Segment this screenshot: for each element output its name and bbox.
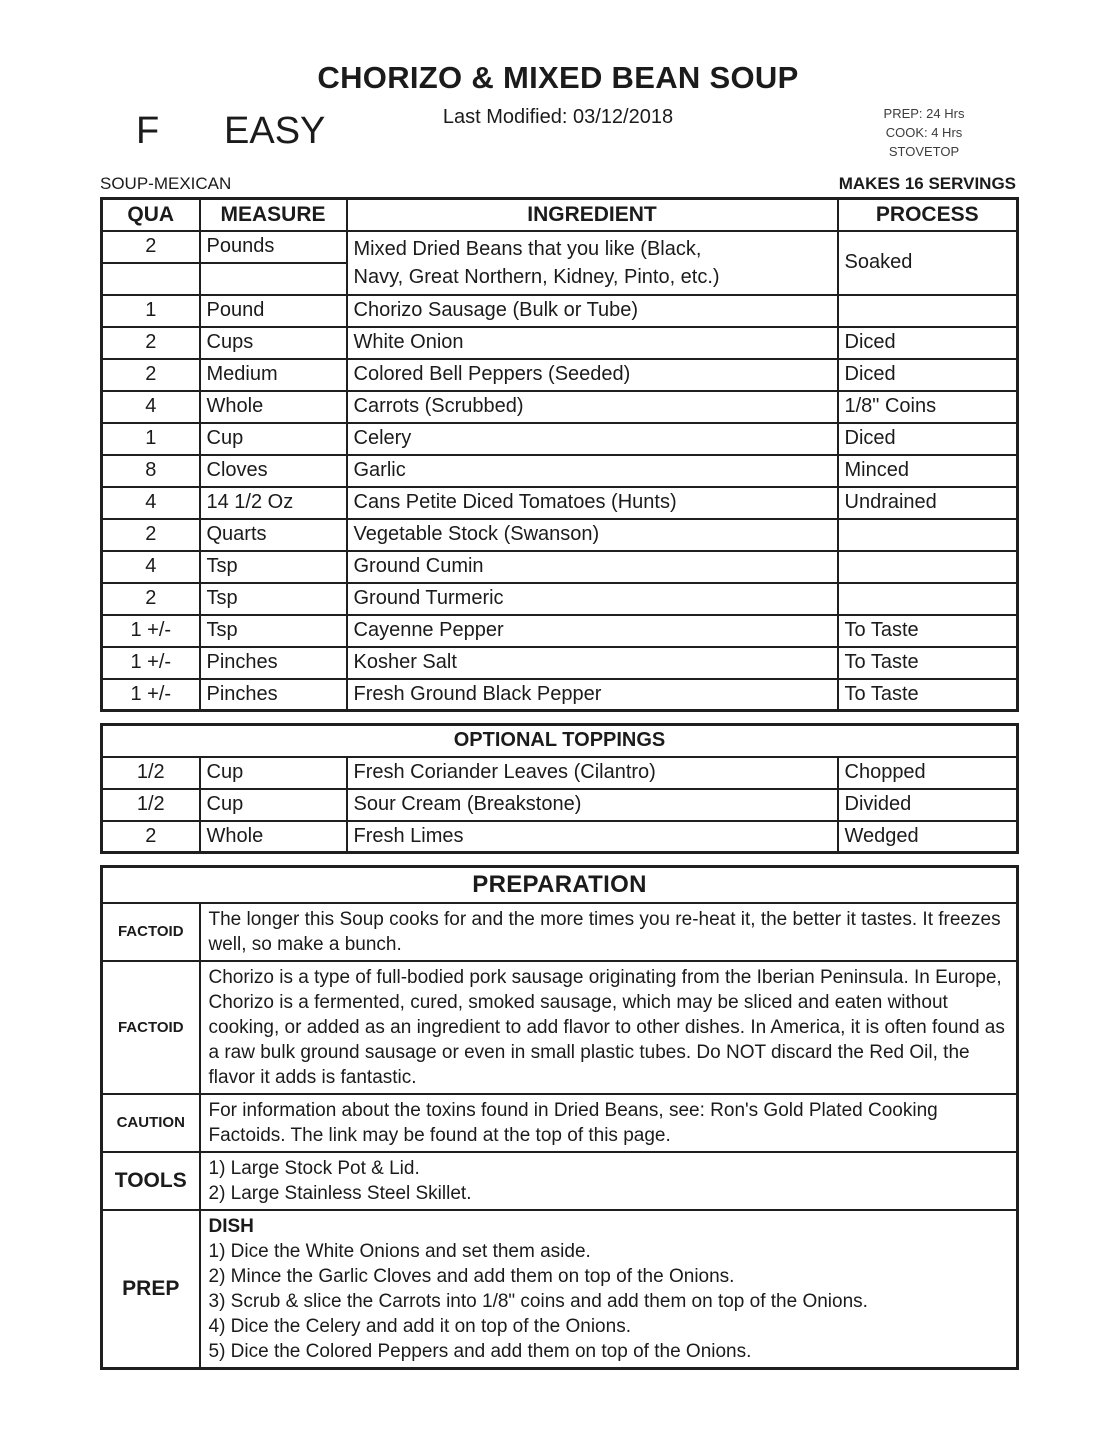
ingredient-cell: Celery — [347, 423, 838, 455]
prep-row-label: FACTOID — [102, 903, 200, 961]
measure-cell — [200, 263, 347, 295]
prep-row-label: PREP — [102, 1210, 200, 1369]
ingredient-row — [102, 231, 1018, 263]
qty-cell: 1/2 — [102, 789, 200, 821]
process-cell: To Taste — [838, 647, 1018, 679]
category-row — [100, 174, 1016, 194]
prep-line: 5) Dice the Colored Peppers and add them on top of the Onions. — [208, 1340, 752, 1362]
measure-cell: Tsp — [200, 583, 347, 615]
measure-cell: Tsp — [200, 615, 347, 647]
measure-cell: Cloves — [200, 455, 347, 487]
qty-cell: 1/2 — [102, 757, 200, 789]
preparation-title: PREPARATION — [102, 867, 1018, 903]
time-info-block — [834, 104, 1014, 161]
process-cell: To Taste — [838, 615, 1018, 647]
process-cell: Chopped — [838, 757, 1018, 789]
column-header-ingredient: INGREDIENT — [347, 199, 838, 231]
measure-cell: Cups — [200, 327, 347, 359]
process-cell: Diced — [838, 423, 1018, 455]
process-cell — [838, 295, 1018, 327]
difficulty-label: EASY — [224, 110, 326, 152]
ingredient-row — [102, 679, 1018, 711]
qty-cell: 2 — [102, 327, 200, 359]
ingredient-cell: Colored Bell Peppers (Seeded) — [347, 359, 838, 391]
qty-cell: 8 — [102, 455, 200, 487]
ingredient-cell: Cans Petite Diced Tomatoes (Hunts) — [347, 487, 838, 519]
ingredient-row — [102, 455, 1018, 487]
ingredient-row — [102, 519, 1018, 551]
measure-cell: Whole — [200, 391, 347, 423]
toppings-table — [100, 723, 1019, 854]
qty-cell: 2 — [102, 231, 200, 263]
qty-cell: 2 — [102, 519, 200, 551]
prep-row-content — [200, 903, 1018, 961]
ingredient-row — [102, 295, 1018, 327]
grade-label: F — [136, 110, 160, 152]
qty-cell: 2 — [102, 821, 200, 853]
qty-cell: 2 — [102, 583, 200, 615]
ingredient-cell: Sour Cream (Breakstone) — [347, 789, 838, 821]
measure-cell: Pinches — [200, 679, 347, 711]
ingredient-cell: Ground Cumin — [347, 551, 838, 583]
preparation-row — [102, 1152, 1018, 1210]
qty-cell: 4 — [102, 391, 200, 423]
category-label: SOUP-MEXICAN — [100, 174, 232, 193]
process-cell — [838, 519, 1018, 551]
ingredient-cell: Kosher Salt — [347, 647, 838, 679]
prep-line: The longer this Soup cooks for and the more times you re-heat it, the better it tastes. It freezes well, so make a bunch. — [208, 908, 1001, 955]
measure-cell: Cup — [200, 423, 347, 455]
ingredient-cell: Vegetable Stock (Swanson) — [347, 519, 838, 551]
column-header-measure: MEASURE — [200, 199, 347, 231]
process-cell — [838, 551, 1018, 583]
toppings-title-row — [102, 725, 1018, 757]
ingredient-cell: Fresh Limes — [347, 821, 838, 853]
process-cell: Minced — [838, 455, 1018, 487]
qty-cell: 4 — [102, 487, 200, 519]
measure-cell: Pound — [200, 295, 347, 327]
ingredient-cell: Carrots (Scrubbed) — [347, 391, 838, 423]
preparation-row — [102, 1094, 1018, 1152]
ingredient-row — [102, 391, 1018, 423]
preparation-table — [100, 865, 1019, 1370]
ingredient-row — [102, 615, 1018, 647]
measure-cell: 14 1/2 Oz — [200, 487, 347, 519]
ingredient-cell: White Onion — [347, 327, 838, 359]
process-cell: To Taste — [838, 679, 1018, 711]
measure-cell: Cup — [200, 789, 347, 821]
cook-method-label: STOVETOP — [888, 144, 960, 159]
ingredient-row — [102, 583, 1018, 615]
measure-cell: Medium — [200, 359, 347, 391]
prep-row-label: TOOLS — [102, 1152, 200, 1210]
cook-time-label: COOK: 4 Hrs — [885, 125, 963, 140]
process-cell: Divided — [838, 789, 1018, 821]
ingredient-row — [102, 423, 1018, 455]
ingredient-row — [102, 757, 1018, 789]
prep-line: For information about the toxins found in Dried Beans, see: Ron's Gold Plated Cooking Factoids. The link may be found at the top of this page. — [208, 1099, 938, 1146]
ingredient-row — [102, 821, 1018, 853]
page-title: CHORIZO & MIXED BEAN SOUP — [317, 60, 799, 95]
page-content — [100, 0, 1016, 1381]
process-cell: Wedged — [838, 821, 1018, 853]
prep-row-content — [200, 961, 1018, 1094]
ingredient-cell: Ground Turmeric — [347, 583, 838, 615]
ingredients-header-row — [102, 199, 1018, 231]
ingredient-cell — [347, 231, 838, 295]
column-header-qua: QUA — [102, 199, 200, 231]
qty-cell: 1 — [102, 295, 200, 327]
qty-cell: 2 — [102, 359, 200, 391]
ingredient-row — [102, 647, 1018, 679]
ingredient-cell: Fresh Ground Black Pepper — [347, 679, 838, 711]
prep-line: 2) Mince the Garlic Cloves and add them on top of the Onions. — [208, 1265, 735, 1287]
prep-row-content — [200, 1152, 1018, 1210]
measure-cell: Pounds — [200, 231, 347, 263]
prep-time-label: PREP: 24 Hrs — [883, 106, 965, 121]
prep-line: 1) Dice the White Onions and set them aside. — [208, 1240, 591, 1262]
last-modified-label: Last Modified: 03/12/2018 — [442, 106, 674, 128]
process-cell: Undrained — [838, 487, 1018, 519]
ingredient-cell: Fresh Coriander Leaves (Cilantro) — [347, 757, 838, 789]
process-cell: Diced — [838, 327, 1018, 359]
measure-cell: Whole — [200, 821, 347, 853]
process-cell: Diced — [838, 359, 1018, 391]
ingredient-row — [102, 327, 1018, 359]
preparation-row — [102, 961, 1018, 1094]
preparation-row — [102, 903, 1018, 961]
ingredient-row — [102, 551, 1018, 583]
qty-cell: 4 — [102, 551, 200, 583]
ingredient-cell: Garlic — [347, 455, 838, 487]
prep-row-label: CAUTION — [102, 1094, 200, 1152]
qty-cell — [102, 263, 200, 295]
ingredient-row — [102, 359, 1018, 391]
column-header-process: PROCESS — [838, 199, 1018, 231]
recipe-header — [100, 0, 1016, 197]
prep-row-label: FACTOID — [102, 961, 200, 1094]
measure-cell: Quarts — [200, 519, 347, 551]
measure-cell: Cup — [200, 757, 347, 789]
qty-cell: 1 +/- — [102, 615, 200, 647]
prep-line: Chorizo is a type of full-bodied pork sausage originating from the Iberian Peninsula. In Europe, Chorizo is a fermented, cured, smoked sausage, which may be sliced and eaten without cooking, or added as an ingredient to add flavor to other dishes. In America, it is often found as a raw bulk ground sausage or even in small plastic tubes. Do NOT discard the Red Oil, the flavor it adds is fantastic. — [208, 966, 1005, 1088]
ingredient-cell: Cayenne Pepper — [347, 615, 838, 647]
process-cell: Soaked — [838, 231, 1018, 295]
measure-cell: Tsp — [200, 551, 347, 583]
servings-label: MAKES 16 SERVINGS — [838, 174, 1016, 193]
toppings-title: OPTIONAL TOPPINGS — [102, 725, 1018, 757]
preparation-row — [102, 1210, 1018, 1369]
prep-line: 1) Large Stock Pot & Lid. — [208, 1157, 420, 1179]
measure-cell: Pinches — [200, 647, 347, 679]
qty-cell: 1 +/- — [102, 679, 200, 711]
prep-row-content — [200, 1094, 1018, 1152]
ingredients-table — [100, 197, 1019, 712]
prep-row-content — [200, 1210, 1018, 1369]
process-cell: 1/8" Coins — [838, 391, 1018, 423]
prep-line: 3) Scrub & slice the Carrots into 1/8" coins and add them on top of the Onions. — [208, 1290, 868, 1312]
qty-cell: 1 +/- — [102, 647, 200, 679]
ingredient-row — [102, 487, 1018, 519]
prep-line: 2) Large Stainless Steel Skillet. — [208, 1182, 472, 1204]
ingredient-line: Navy, Great Northern, Kidney, Pinto, etc.) — [353, 265, 720, 288]
prep-line: 4) Dice the Celery and add it on top of the Onions. — [208, 1315, 631, 1337]
qty-cell: 1 — [102, 423, 200, 455]
preparation-title-row — [102, 867, 1018, 903]
prep-line: DISH — [208, 1215, 254, 1237]
ingredient-row — [102, 789, 1018, 821]
process-cell — [838, 583, 1018, 615]
ingredient-cell: Chorizo Sausage (Bulk or Tube) — [347, 295, 838, 327]
ingredient-line: Mixed Dried Beans that you like (Black, — [353, 237, 702, 260]
